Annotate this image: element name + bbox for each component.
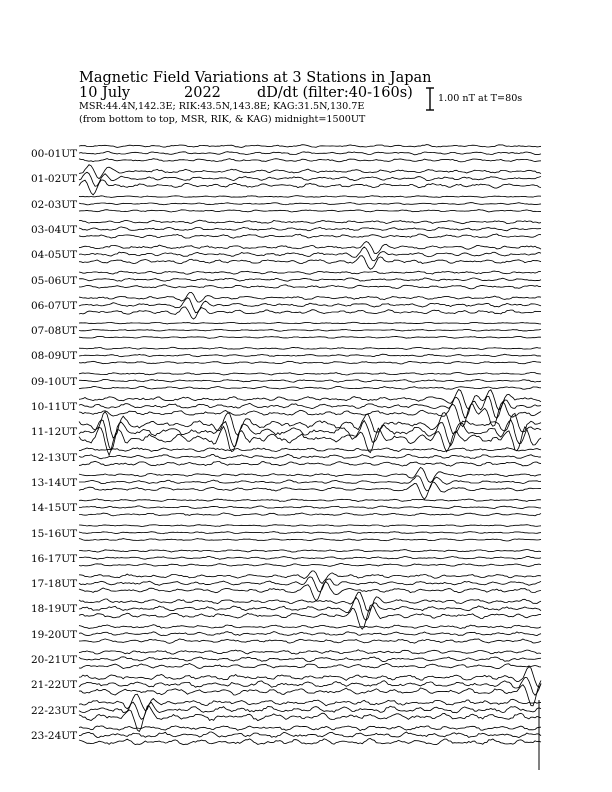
trace-kag-11 [79, 412, 541, 438]
trace-msr-8 [79, 361, 541, 364]
hour-label: 09-10UT [31, 375, 78, 388]
trace-msr-19 [79, 639, 541, 643]
hour-label: 06-07UT [31, 299, 78, 312]
trace-kag-19 [79, 625, 541, 629]
trace-rik-12 [79, 454, 541, 459]
hour-label: 19-20UT [31, 628, 78, 641]
trace-rik-23 [79, 732, 541, 738]
trace-rik-13 [79, 476, 541, 491]
trace-rik-8 [79, 354, 541, 357]
trace-kag-18 [79, 592, 541, 611]
trace-msr-22 [79, 706, 541, 732]
station-order-note: (from bottom to top, MSR, RIK, & KAG) midnight=1500UT [79, 114, 366, 125]
trace-rik-16 [79, 556, 541, 559]
trace-kag-16 [79, 550, 541, 553]
hour-label: 01-02UT [31, 173, 78, 186]
trace-msr-1 [79, 180, 541, 195]
trace-rik-3 [79, 227, 541, 231]
trace-kag-1 [79, 165, 541, 179]
trace-msr-17 [79, 582, 541, 601]
trace-msr-6 [79, 307, 541, 319]
hour-label: 11-12UT [31, 426, 78, 439]
trace-msr-12 [79, 461, 541, 466]
date-day: 10 July [79, 85, 131, 101]
hour-label: 22-23UT [31, 704, 78, 717]
trace-kag-3 [79, 220, 541, 224]
hour-label: 16-17UT [31, 552, 78, 565]
trace-kag-2 [79, 196, 541, 198]
trace-rik-1 [79, 172, 541, 186]
hour-label: 20-21UT [31, 654, 78, 666]
trace-kag-20 [79, 650, 541, 654]
trace-rik-4 [79, 247, 541, 261]
hour-label: 15-16UT [31, 527, 78, 540]
trace-rik-17 [79, 577, 541, 592]
hour-label: 17-18UT [31, 578, 78, 591]
trace-kag-13 [79, 467, 541, 482]
trace-kag-6 [79, 292, 541, 302]
hour-label: 13-14UT [31, 476, 78, 489]
trace-msr-20 [79, 664, 541, 669]
trace-msr-5 [79, 285, 541, 289]
trace-rik-2 [79, 203, 541, 205]
trace-rik-5 [79, 278, 541, 281]
hour-label: 03-04UT [31, 223, 78, 236]
trace-kag-8 [79, 347, 541, 349]
trace-kag-12 [79, 448, 541, 452]
trace-kag-0 [79, 145, 541, 148]
trace-msr-2 [79, 210, 541, 212]
scale-bar [426, 88, 434, 110]
trace-msr-14 [79, 513, 541, 516]
hour-label: 00-01UT [31, 148, 78, 160]
trace-kag-5 [79, 271, 541, 274]
trace-group [79, 145, 541, 770]
hour-label: 12-13UT [31, 451, 78, 464]
hour-label: 23-24UT [31, 729, 78, 742]
hour-label: 08-09UT [31, 350, 78, 363]
trace-kag-15 [79, 525, 541, 527]
trace-rik-22 [79, 702, 541, 719]
trace-msr-15 [79, 539, 541, 541]
date-year: 2022 [184, 85, 221, 101]
hour-label: 02-03UT [31, 198, 78, 211]
trace-kag-14 [79, 499, 541, 502]
hour-label: 14-15UT [31, 502, 78, 515]
trace-kag-4 [79, 242, 541, 254]
hour-label: 18-19UT [31, 603, 78, 616]
trace-rik-14 [79, 506, 541, 509]
trace-msr-16 [79, 564, 541, 567]
chart-title: Magnetic Field Variations at 3 Stations in Japan [79, 70, 432, 86]
hour-label: 05-06UT [31, 274, 78, 287]
trace-kag-22 [79, 694, 541, 711]
trace-msr-4 [79, 256, 541, 270]
hour-label: 10-11UT [31, 401, 78, 413]
trace-rik-15 [79, 532, 541, 534]
trace-msr-3 [79, 234, 541, 238]
trace-kag-23 [79, 726, 541, 731]
trace-rik-7 [79, 329, 541, 331]
quantity-label: dD/dt (filter:40-160s) [257, 85, 413, 101]
trace-msr-7 [79, 336, 541, 338]
trace-rik-21 [79, 677, 541, 695]
trace-rik-20 [79, 657, 541, 662]
trace-rik-9 [79, 379, 541, 382]
trace-msr-9 [79, 387, 541, 390]
trace-msr-0 [79, 159, 541, 162]
station-coordinates: MSR:44.4N,142.3E; RIK:43.5N,143.8E; KAG:31.5N,130.7E [79, 101, 365, 112]
hour-label: 21-22UT [31, 679, 78, 692]
trace-rik-0 [79, 152, 541, 155]
trace-msr-23 [79, 739, 541, 745]
trace-msr-13 [79, 482, 541, 499]
scale-label: 1.00 nT at T=80s [438, 93, 523, 104]
trace-kag-7 [79, 322, 541, 324]
hour-label: 07-08UT [31, 325, 78, 338]
trace-rik-19 [79, 632, 541, 636]
hour-label: 04-05UT [31, 249, 78, 262]
trace-kag-10 [79, 390, 541, 411]
trace-kag-9 [79, 372, 541, 375]
